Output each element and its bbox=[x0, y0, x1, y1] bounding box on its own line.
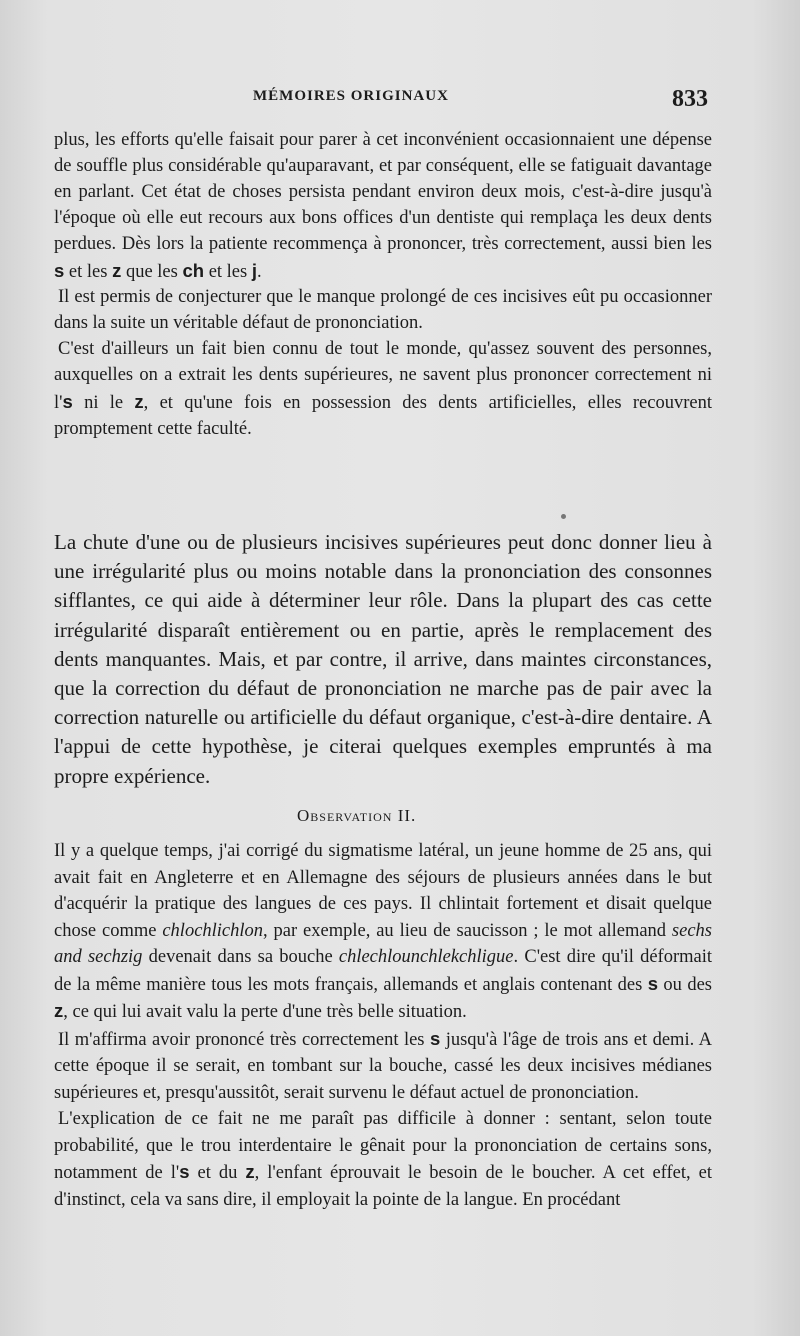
paragraph: Il y a quelque temps, j'ai corrigé du sigmatisme latéral, un jeune homme de 25 ans, qui avait fait en Angleterre et en Allemagne des séjours de plusieurs années dans le but d'acquérir la pratique des langues de ces pays. Il chlintait fortement et disait quelque chose comme chlochlichlon, par exemple, au lieu de saucisson ; le mot allemand sechs and sechzig devenait dans sa bouche chlechlounchlekchligue. C'est dire qu'il déformait de la même manière tous les mots français, allemands et anglais contenant des s ou des z, ce qui lui avait valu la perte d'une très belle situation. bbox=[54, 841, 712, 1022]
paragraph: La chute d'une ou de plusieurs incisives supérieures peut donc donner lieu à une irrégularité plus ou moins notable dans la prononciation des consonnes sifflantes, ce qui aide à déterminer leur rôle. Dans la plupart des cas cette irrégularité disparaît entièrement ou en partie, après le remplacement des dents manquantes. Mais, et par contre, il arrive, dans maintes circonstances, que la correction du défaut de prononciation ne marche pas de pair avec la correction naturelle ou artificielle du défaut organique, c'est-à-dire dentaire. A l'appui de cette hypothèse, je citerai quelques exemples empruntés à ma propre expérience. bbox=[54, 530, 712, 788]
text-block-observation bbox=[54, 838, 712, 1213]
paragraph: L'explication de ce fait ne me paraît pas difficile à donner : sentant, selon toute probabilité, que le trou interdentaire le gênait pour la prononciation de certains sons, notamment de l's et du z, l'enfant éprouvait le besoin de le boucher. A cet effet, et d'instinct, cela va sans dire, il employait la pointe de la langue. En procédant bbox=[54, 1109, 712, 1210]
separator-dot bbox=[561, 514, 566, 519]
page-number: 833 bbox=[672, 86, 708, 112]
paragraph: C'est d'ailleurs un fait bien connu de tout le monde, qu'assez souvent des personnes, auxquelles on a extrait les dents supérieures, ne savent plus prononcer correctement ni l's ni le z, et qu'une fois en possession des dents artificielles, elles recouvrent promptement cette faculté. bbox=[54, 339, 712, 439]
paragraph: plus, les efforts qu'elle faisait pour parer à cet inconvénient occasionnaient une dépense de souffle plus considérable qu'auparavant, et par conséquent, elle se fatiguait davantage en parlant. Cet état de choses persista pendant environ deux mois, c'est-à-dire jusqu'à l'époque où elle eut recours aux bons offices d'un dentiste qui remplaça les deux dents perdues. Dès lors la patiente recommença à prononcer, très correctement, aussi bien les s et les z que les ch et les j. bbox=[54, 130, 712, 282]
running-head: MÉMOIRES ORIGINAUX bbox=[253, 88, 449, 104]
paragraph: Il est permis de conjecturer que le manque prolongé de ces incisives eût pu occasionner dans la suite un véritable défaut de prononciation. bbox=[54, 287, 712, 334]
paragraph: Il m'affirma avoir prononcé très correctement les s jusqu'à l'âge de trois ans et demi. A cette époque il se serait, en tombant sur la bouche, cassé les deux incisives médianes supérieures et, presqu'aussitôt, serait survenu le défaut actuel de prononciation. bbox=[54, 1027, 712, 1103]
section-heading: Observation II. bbox=[297, 806, 417, 825]
text-block-large-print bbox=[54, 528, 712, 791]
text-block-small-print bbox=[54, 128, 712, 443]
